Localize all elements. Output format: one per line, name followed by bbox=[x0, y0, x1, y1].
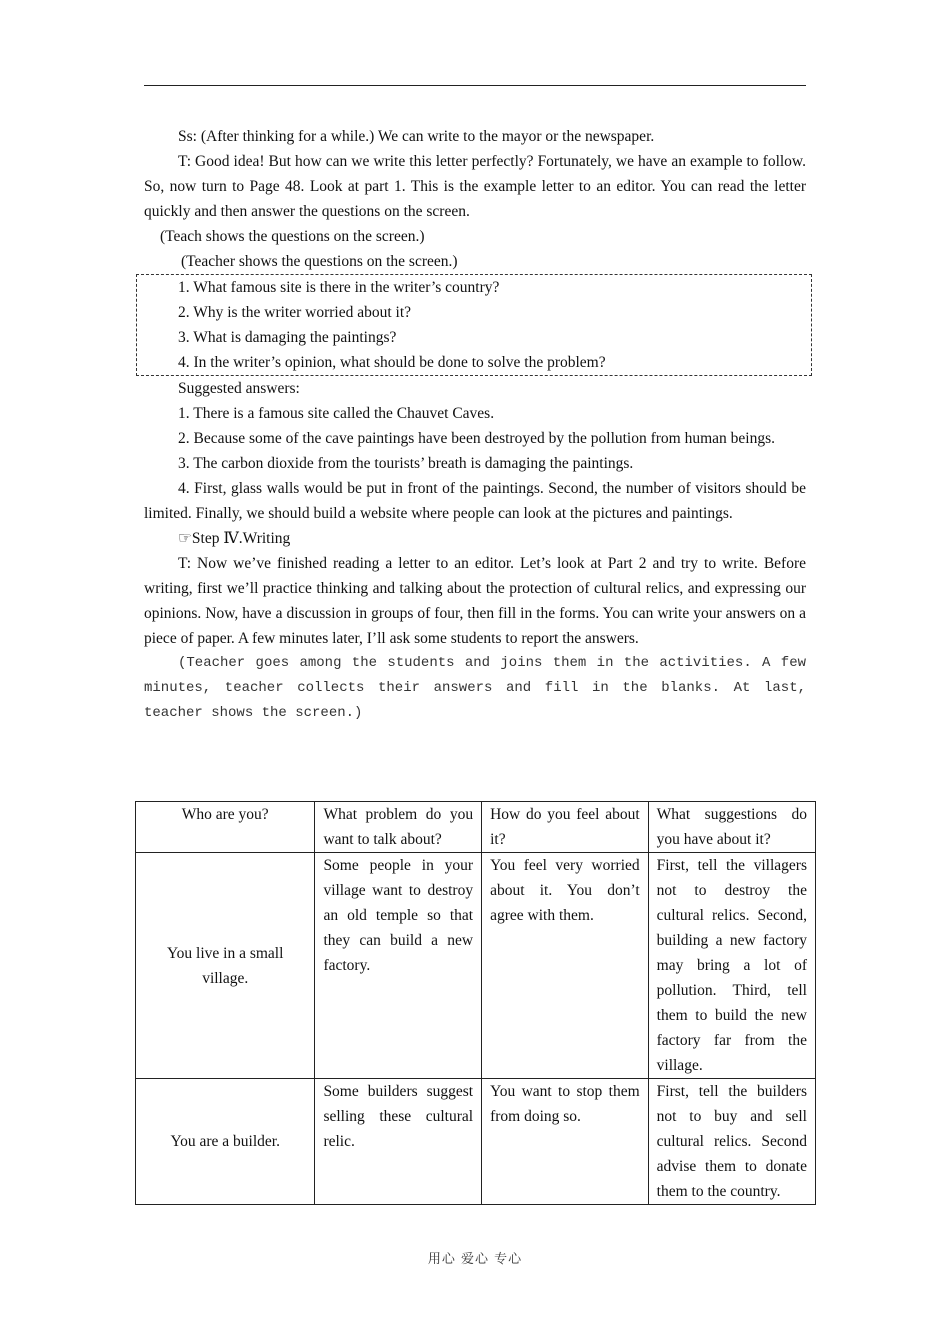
document-body bbox=[144, 124, 806, 726]
teacher-note: (Teacher shows the questions on the screen.) bbox=[181, 253, 458, 270]
table-cell: Some people in your village want to destroy an old temple so that they can build a new factory. bbox=[315, 853, 482, 1079]
table-cell: You feel very worried about it. You don’t agree with them. bbox=[482, 853, 649, 1079]
table-cell: You want to stop them from doing so. bbox=[482, 1079, 649, 1205]
answer: 2. Because some of the cave paintings have been destroyed by the pollution from human beings. bbox=[178, 430, 776, 447]
answer: 1. There is a famous site called the Chauvet Caves. bbox=[178, 405, 495, 422]
table-header-cell: Who are you? bbox=[136, 802, 315, 853]
teach-note: (Teach shows the questions on the screen.) bbox=[160, 228, 425, 245]
page-footer: 用心 爱心 专心 bbox=[427, 1252, 523, 1267]
questions-box bbox=[136, 274, 812, 376]
table-cell: Some builders suggest selling these cultural relic. bbox=[315, 1079, 482, 1205]
table-header-row bbox=[136, 802, 816, 853]
suggestions-table bbox=[135, 801, 816, 1205]
table-row bbox=[136, 853, 816, 1079]
question: 1. What famous site is there in the writer’s country? bbox=[178, 279, 500, 296]
question: 4. In the writer’s opinion, what should be done to solve the problem? bbox=[178, 354, 606, 371]
step-heading: ☞Step Ⅳ.Writing bbox=[178, 530, 291, 547]
question: 2. Why is the writer worried about it? bbox=[178, 304, 412, 321]
table-header-cell: How do you feel about it? bbox=[482, 802, 649, 853]
paragraph: Ss: (After thinking for a while.) We can write to the mayor or the newspaper. bbox=[178, 128, 655, 145]
answer: 3. The carbon dioxide from the tourists’ breath is damaging the paintings. bbox=[178, 455, 634, 472]
table-header-cell: What problem do you want to talk about? bbox=[315, 802, 482, 853]
table-cell: First, tell the builders not to buy and sell cultural relics. Second advise them to donate them to the country. bbox=[648, 1079, 815, 1205]
suggested-label: Suggested answers: bbox=[178, 380, 300, 397]
question: 3. What is damaging the paintings? bbox=[178, 329, 397, 346]
table-header-cell: What suggestions do you have about it? bbox=[648, 802, 815, 853]
activity-note: (Teacher goes among the students and joins them in the activities. A few minutes, teacher collects their answers and fill in the blanks. At last, teacher shows the screen.) bbox=[144, 655, 806, 721]
table-cell: First, tell the villagers not to destroy the cultural relics. Second, building a new factory may bring a lot of pollution. Third, tell them to build the new factory far from the village. bbox=[648, 853, 815, 1079]
header-rule bbox=[144, 85, 806, 86]
table-row bbox=[136, 1079, 816, 1205]
answer: 4. First, glass walls would be put in front of the paintings. Second, the number of visitors should be limited. Finally, we should build a website where people can look at the pictures and paintings. bbox=[144, 480, 806, 522]
table-cell: You live in a small village. bbox=[136, 853, 315, 1079]
table-cell: You are a builder. bbox=[136, 1079, 315, 1205]
paragraph: T: Good idea! But how can we write this letter perfectly? Fortunately, we have an example to follow. So, now turn to Page 48. Look at part 1. This is the example letter to an editor. You can read the letter quickly and then answer the questions on the screen. bbox=[144, 153, 806, 220]
writing-paragraph: T: Now we’ve finished reading a letter to an editor. Let’s look at Part 2 and try to write. Before writing, first we’ll practice thinking and talking about the protection of cultural relics, and expressing our opinions. Now, have a discussion in groups of four, then fill in the forms. You can write your answers on a piece of paper. A few minutes later, I’ll ask some students to report the answers. bbox=[144, 555, 806, 647]
